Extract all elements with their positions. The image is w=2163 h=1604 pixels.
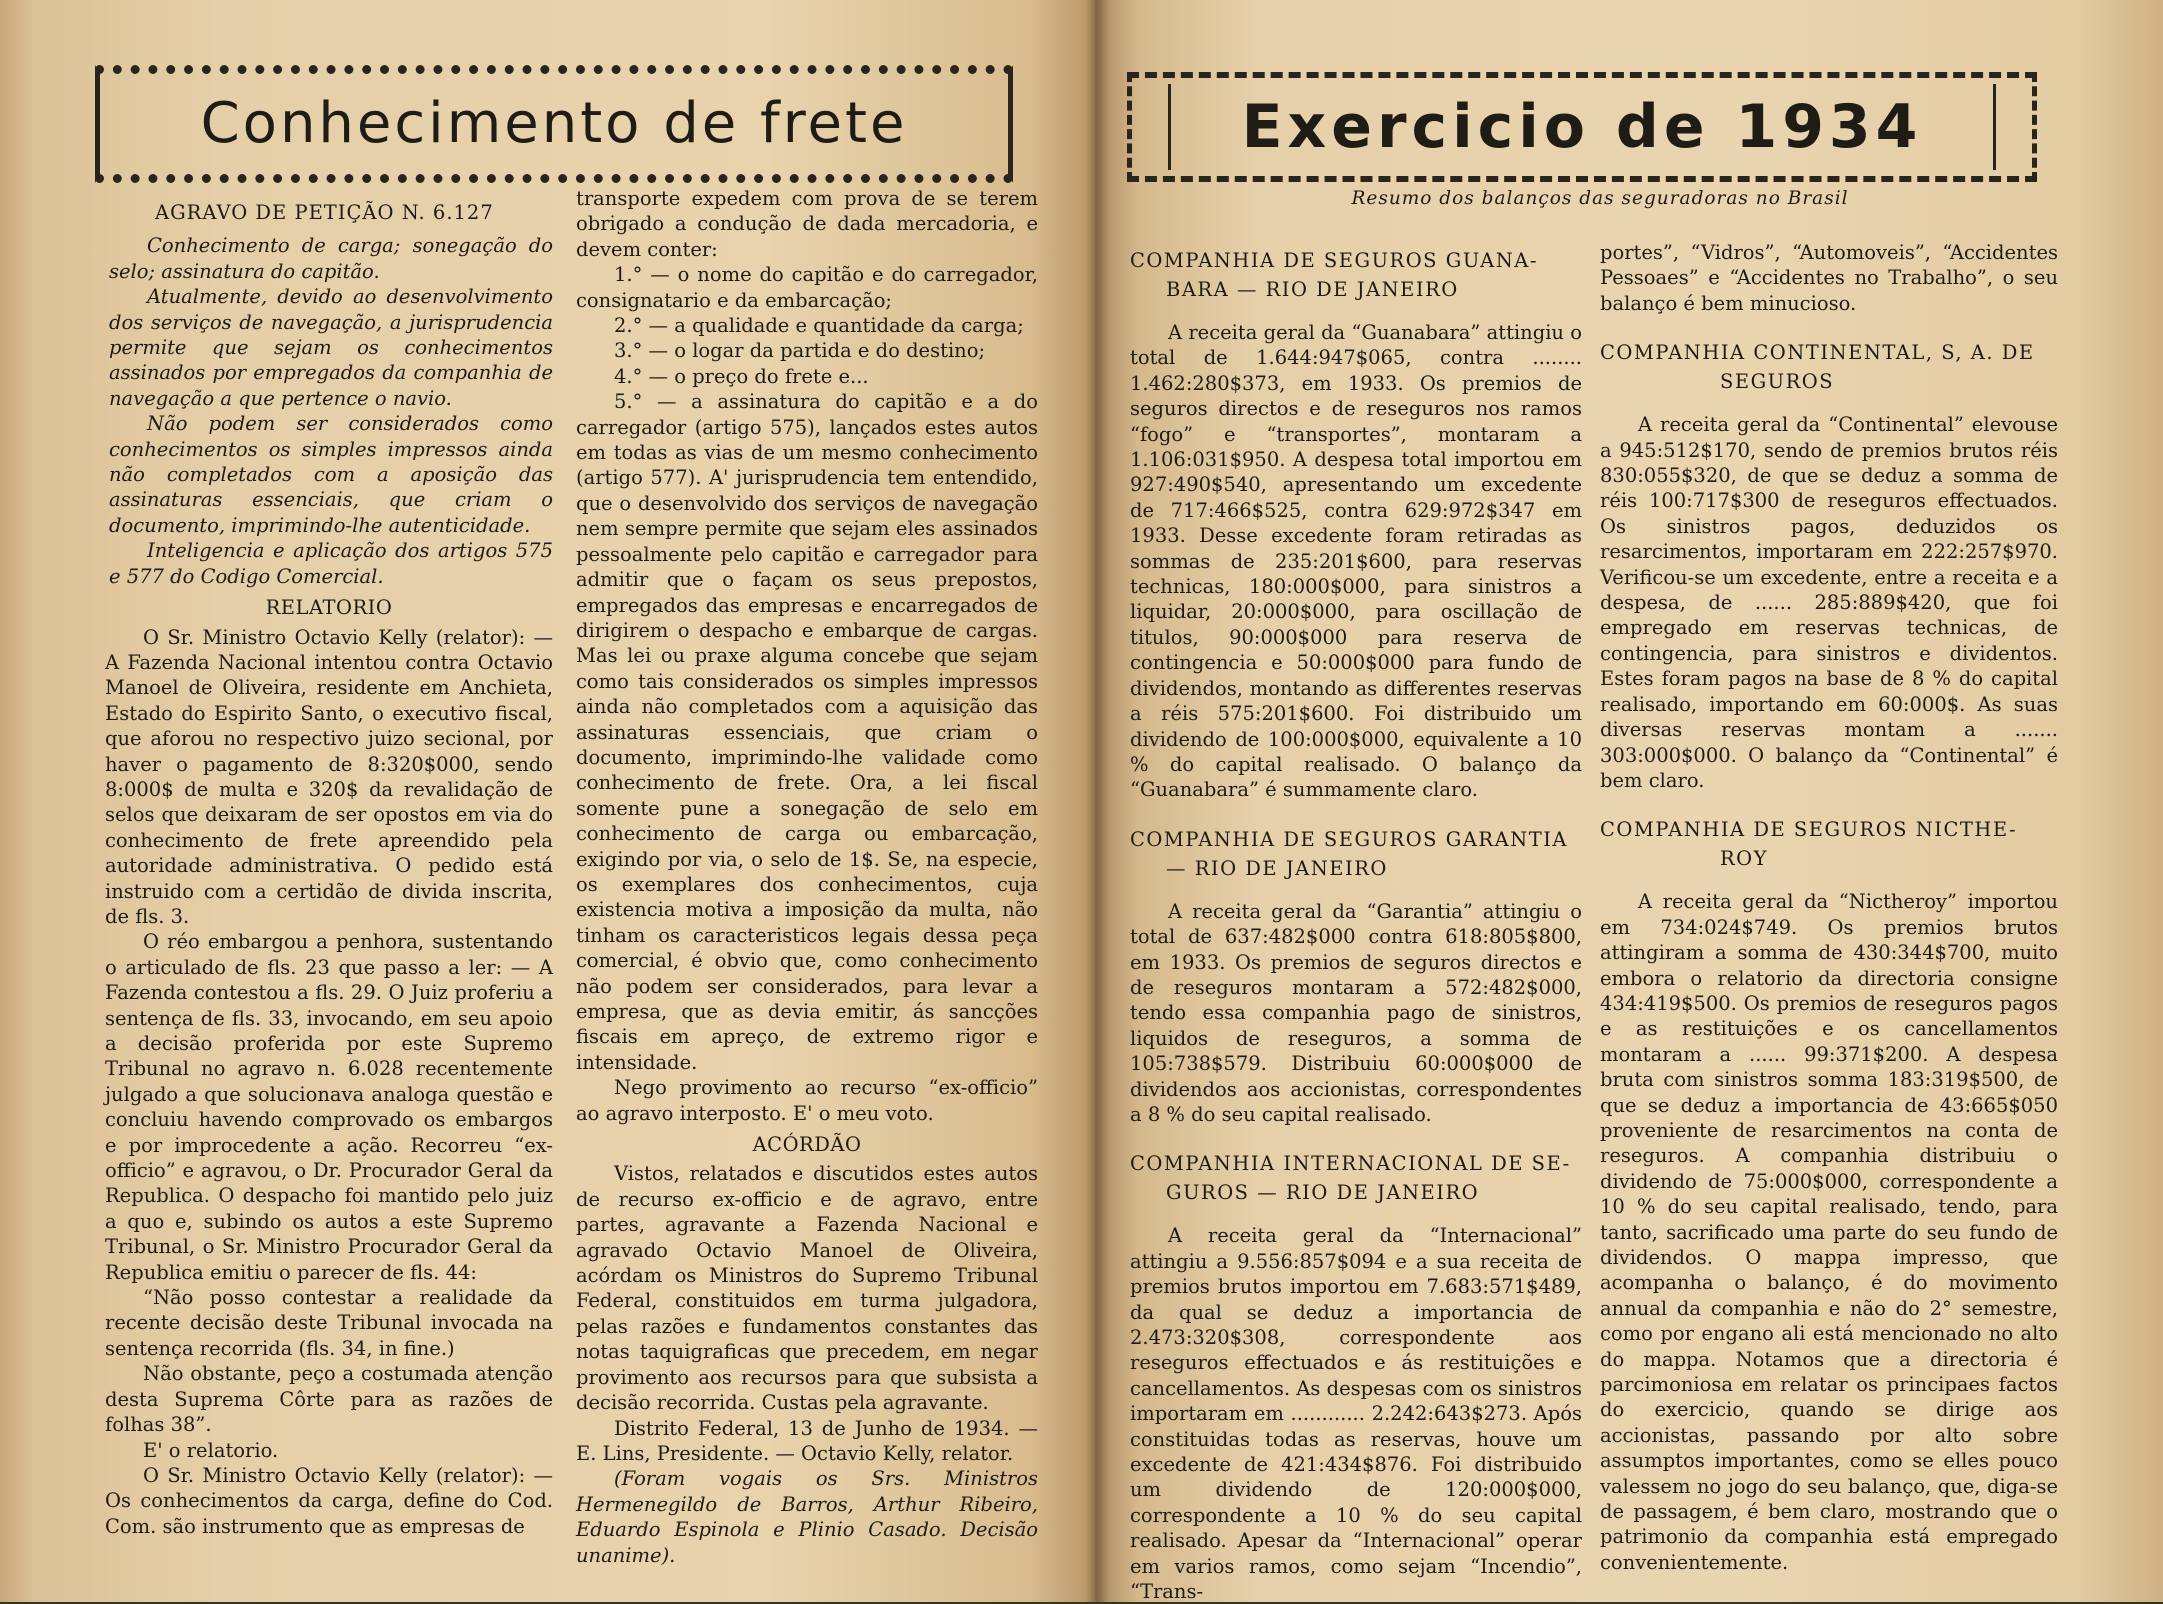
right-page-subtitle: Resumo dos balanços das seguradoras no Brasil [1351, 188, 1849, 209]
title-frame-rule-right [1993, 84, 1996, 170]
right-column-2 [1600, 240, 2058, 1575]
company-text-nictheroy: A receita geral da “Nictheroy” importou em 734:024$749. Os premios brutos attingiram a somma de 430:344$700, muito embora o relatorio da directoria consigne 434:419$500. Os premios de reseguros pagos e as restituições e os cancellamentos montaram a ...... 99:371$200. A despesa bruta com sinistros somma 183:319$500, de que se deduz a importancia de 43:665$050 proveniente de resarcimentos na conta de reseguros. A companhia distribuiu o dividendo de 75:000$000, correspondente a 10 % do seu capital realisado, tendo, para tanto, sacrificado uma parte do seu fundo de dividendos. O mappa impresso, que acompanha o balanço, é do movimento annual da companhia e não do 2° semestre, como por engano ali está mencionado no alto do mappa. Notamos que a directoria é parcimoniosa em relatar os principaes factos do exercicio, quando se dirige aos accionistas, passando por alto sobre assumptos importantes, como se elles pouco valessem no jogo do seu balanço, que, diga-se de passagem, é bem claro, mostrando que o patrimonio da companhia está empregado convenientemente. [1600, 890, 2058, 1574]
right-title-frame [1127, 72, 2037, 182]
right-page-title: Exercicio de 1934 [1241, 92, 1923, 162]
company-heading-line1: COMPANHIA INTERNACIONAL DE SE- [1130, 1152, 1571, 1176]
relatorio-heading: RELATORIO [265, 596, 393, 620]
summary-3: Não podem ser considerados como conhecimentos os simples impressos ainda não completados com a aposição das assinaturas essenciais, que criam o documento, imprimindo-lhe autenticidade. [109, 412, 553, 537]
company-text-continental: A receita geral da “Continental” elevouse a 945:512$170, sendo de premios brutos réis 830:055$320, de que se deduz a somma de réis 100:717$300 de reseguros effectuados. Os sinistros pagos, deduzidos os resarcimentos, importaram em 222:257$970. Verificou-se um excedente, entre a receita e a despesa, de ...... 285:889$420, que foi empregado em reservas technicas, de contingencia, para sinistros e dividentos. Estes foram pagos na base de 8 % do capital realisado, importando em 60:000$. As suas diversas reservas montam a ....... 303:000$000. O balanço da “Continental” é bem claro. [1600, 413, 2058, 792]
company-heading-continental [1600, 338, 2058, 396]
acordao-text: Vistos, relatados e discutidos estes autos de recurso ex-officio e de agravo, entre partes, agravante a Fazenda Nacional e agravado Octavio Manoel de Oliveira, acórdam os Ministros do Supremo Tribunal Federal, constituidos em turma julgadora, pelas razões e fundamentos constantes das notas taquigraficas que precedem, em negar provimento aos recursos para que subsista a decisão recorrida. Custas pela agravante. [576, 1162, 1038, 1415]
summary-4: Inteligencia e aplicação dos artigos 575 e 577 do Codigo Comercial. [109, 539, 553, 588]
vogais-note: (Foram vogais os Srs. Ministros Hermenegildo de Barros, Arthur Ribeiro, Eduardo Espinola e Plinio Casado. Decisão unanime). [576, 1467, 1038, 1567]
company-heading-line1: COMPANHIA CONTINENTAL, S, A. DE [1600, 341, 2035, 365]
company-text-internacional: A receita geral da “Internacional” attingiu a 9.556:857$094 e a sua receita de premios brutos importou em 7.683:571$489, da qual se deduz a importancia de 2.473:320$308, correspondente aos reseguros effectuados e ás restituições e cancellamentos. As despesas com os sinistros importaram em ............ 2.242:643$273. Após constituidas todas as reservas, houve um excedente de 421:434$876. Foi distribuido um dividendo de 120:000$000, correspondente a 10 % do seu capital realisado. Apesar da “Internacional” operar em varios ramos, como sejam “Incendio”, “Trans- [1130, 1224, 1582, 1604]
paragraph-1: O Sr. Ministro Octavio Kelly (relator): — A Fazenda Nacional intentou contra Octavio Manoel de Oliveira, residente em Anchieta, Estado do Espirito Santo, o executivo fiscal, que aforou no respectivo juizo secional, por haver o pagamento de 8:320$000, sendo 8:000$ de multa e 320$ da revalidação de selos que deixaram de ser opostos em via do conhecimento de frete apreendido pela autoridade administrativa. O pedido está instruido com a certidão de divida inscrita, de fls. 3. [105, 625, 553, 928]
company-heading-internacional [1130, 1149, 1582, 1207]
vote-closing: Nego provimento ao recurso “ex-officio” ao agravo interposto. E' o meu voto. [576, 1076, 1038, 1125]
list-item-5: 5.° — a assinatura do capitão e a do carregador (artigo 575), lançados estes autos em todas as vias de um mesmo conhecimento (artigo 577). A' jurisprudencia tem entendido, que o desenvolvido dos serviços de navegação nem sempre permite que sejam eles assinados pessoalmente pelo capitão e carregador para admitir que o façam os seus prepostos, empregados das empresas e encarregados de dirigirem o despacho e embarque de cargas. Mas lei ou praxe alguma concebe que sejam como tais considerados os simples impressos ainda não completados com a aquisição das assinaturas essenciais, que criam o documento, imprimindo-lhe validade como conhecimento de frete. Ora, a lei fiscal somente pune a sonegação de selo em conhecimento de carga ou embarcação, exigindo por via, o selo de 1$. Se, na especie, os exemplares dos conhecimentos, cuja existencia motiva a imposição da multa, não tinham os caracteristicos legais dessa peça comercial, é obvio que, como conhecimento não podem ser considerados, para levar a empresa, que as devia emitir, ás sancções fiscais em apreço, de extremo rigor e intensidade. [576, 390, 1038, 1074]
title-frame-rule-left [1168, 84, 1171, 170]
paragraph-2: O réo embargou a penhora, sustentando o articulado de fls. 23 que passo a ler: — A Fazenda contestou a fls. 29. O Juiz proferiu a sentença de fls. 33, invocando, em seu apoio a decisão proferida por este Supremo Tribunal no agravo n. 6.028 recentemente julgado a que solucionava analoga questão e concluiu havendo comprovado os embargos e por improcedente a ação. Recorreu “ex-officio” e agravou, o Dr. Procurador Geral da Republica. O despacho foi mantido pelo juiz a quo e, subindo os autos a este Supremo Tribunal, o Sr. Ministro Procurador Geral da Republica emitiu o parecer de fls. 44: [105, 930, 553, 1284]
case-title: AGRAVO DE PETIÇÃO N. 6.127 [155, 201, 494, 224]
list-item-3: 3.° — o logar da partida e do destino; [614, 339, 986, 363]
company-heading-line1: COMPANHIA DE SEGUROS NICTHE- [1600, 818, 2018, 842]
left-column-2 [576, 186, 1038, 1568]
company-heading-nictheroy [1600, 815, 2058, 873]
left-column-1 [105, 200, 553, 1539]
paragraph-4: Não obstante, peço a costumada atenção desta Suprema Côrte para as razões de folhas 38”. [105, 1362, 553, 1437]
company-heading-line2: ROY [1720, 847, 1769, 871]
company-heading-guanabara [1130, 246, 1582, 304]
right-column-1 [1130, 240, 1582, 1604]
company-heading-line1: COMPANHIA DE SEGUROS GARANTIA [1130, 827, 1569, 851]
paragraph-5: E' o relatorio. [143, 1438, 279, 1462]
page-gutter [1085, 0, 1109, 1602]
company-heading-line2: BARA — RIO DE JANEIRO [1166, 278, 1459, 301]
list-item-1: 1.° — o nome do capitão e do carregador, consignatario e da embarcação; [576, 263, 1038, 312]
left-page-title: Conhecimento de frete [200, 91, 908, 156]
company-heading-line1: COMPANHIA DE SEGUROS GUANA- [1130, 249, 1538, 272]
company-text-garantia: A receita geral da “Garantia” attingiu o total de 637:482$000 contra 618:805$800, em 1933. Os premios de seguros directos e de reseguros montaram a 572:482$000, tendo essa companhia pago de sinistros, liquidos de reseguros, a somma de 105:738$579. Distribuiu 60:000$000 de dividendos aos accionistas, correspondentes a 8 % do seu capital realisado. [1130, 899, 1582, 1126]
company-heading-line2: GUROS — RIO DE JANEIRO [1166, 1181, 1480, 1205]
paragraph-3: “Não posso contestar a realidade da recente decisão deste Tribunal invocada na sentença recorrida (fls. 34, in fine.) [105, 1286, 553, 1360]
acordao-heading: ACÓRDÃO [752, 1133, 862, 1157]
left-title-frame [95, 65, 1013, 183]
company-heading-line2: SEGUROS [1720, 370, 1835, 394]
dateline: Distrito Federal, 13 de Junho de 1934. — E. Lins, Presidente. — Octavio Kelly, relator. [576, 1416, 1038, 1465]
summary-2: Atualmente, devido ao desenvolvimento dos serviços de navegação, a jurisprudencia permite que sejam os conhecimentos assinados por empregados da companhia de navegação a que pertence o navio. [109, 285, 553, 410]
company-heading-garantia [1130, 825, 1582, 883]
company-text-guanabara: A receita geral da “Guanabara” attingiu o total de 1.644:947$065, contra ........ 1.462:280$373, em 1933. Os premios de seguros directos e de reseguros nos ramos “fogo” e “transportes”, montaram a 1.106:031$950. A despesa total importou em 927:490$540, apresentando um excedente de 717:466$525, contra 629:972$347 em 1933. Desse excedente foram retiradas as sommas de 235:201$600, para reservas technicas, 180:000$000, para sinistros a liquidar, 20:000$000, para oscillação de titulos, 90:000$000 para reserva de contingencia e 50:000$000 para fundo de dividendos, montando as differentes reservas a réis 575:201$600. Foi distribuido um dividendo de 100:000$000, equivalente a 10 % do capital realisado. O balanço da “Guanabara” é summamente claro. [1130, 321, 1582, 802]
col2-intro: transporte expedem com prova de se terem obrigado a condução de dada mercadoria, e devem conter: [576, 187, 1038, 261]
list-item-2: 2.° — a qualidade e quantidade da carga; [614, 314, 1024, 338]
paragraph-6: O Sr. Ministro Octavio Kelly (relator): — Os conhecimentos da carga, define do Cod. Com. são instrumento que as empresas de [105, 1463, 553, 1538]
company-heading-line2: — RIO DE JANEIRO [1166, 856, 1388, 880]
company-text-internacional-cont: portes”, “Vidros”, “Automoveis”, “Accidentes Pessoaes” e “Accidentes no Trabalho”, o seu balanço é bem minucioso. [1600, 241, 2058, 315]
list-item-4: 4.° — o preço do frete e... [614, 364, 869, 388]
summary-1: Conhecimento de carga; sonegação do selo; assinatura do capitão. [109, 234, 553, 283]
